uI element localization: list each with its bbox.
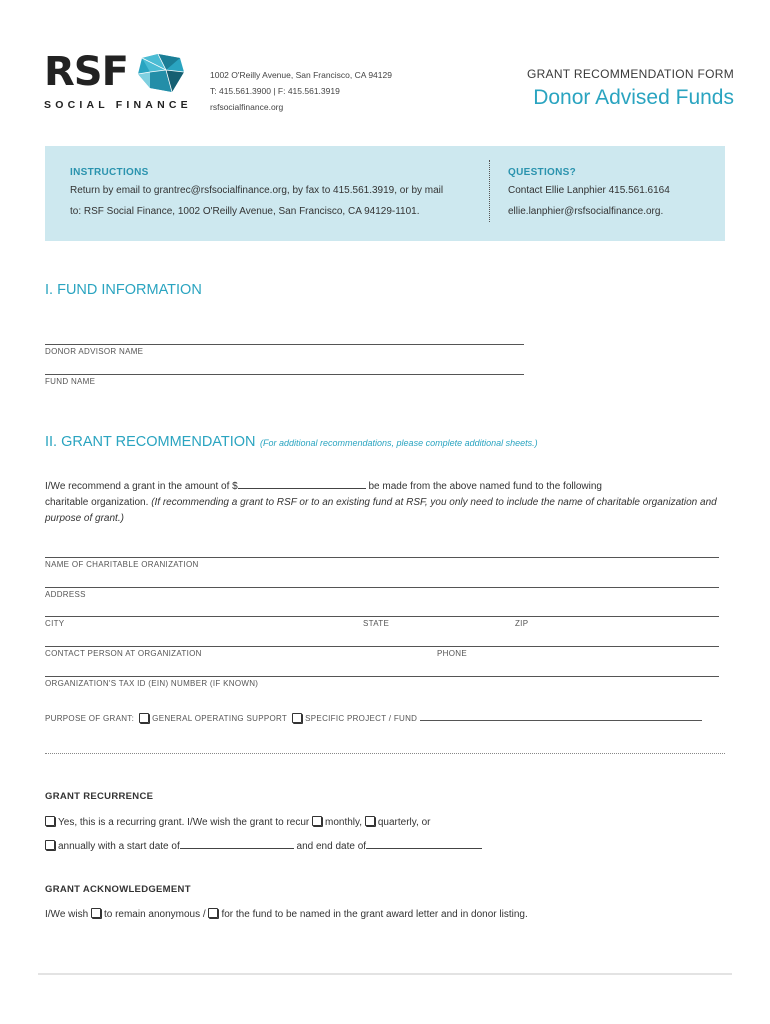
anonymous-label: to remain anonymous / <box>103 909 206 920</box>
tax-id-label: ORGANIZATION'S TAX ID (EIN) NUMBER (IF KNOWN) <box>45 679 259 688</box>
general-support-label: GENERAL OPERATING SUPPORT <box>152 714 288 724</box>
start-date-field[interactable] <box>180 838 294 849</box>
instructions-line-1: Return by email to grantrec@rsfsocialfinance.org, by fax to 415.561.3919, or by mail <box>70 185 444 196</box>
annually-checkbox[interactable] <box>45 840 55 850</box>
grant-rec-note: (For additional recommendations, please complete additional sheets.) <box>259 438 538 448</box>
specific-project-checkbox[interactable] <box>292 713 302 723</box>
monthly-label: monthly, <box>325 817 363 828</box>
grant-org-text: charitable organization. <box>45 497 152 508</box>
quarterly-checkbox[interactable] <box>365 816 375 826</box>
grant-amount-text-2: be made from the above named fund to the following <box>365 481 602 492</box>
grant-amount-field[interactable] <box>238 478 366 489</box>
named-checkbox[interactable] <box>208 908 218 918</box>
acknowledgement-heading: GRANT ACKNOWLEDGEMENT <box>45 884 191 895</box>
general-support-checkbox[interactable] <box>139 713 149 723</box>
grant-rec-paragraph <box>45 478 725 527</box>
contact-phone-field[interactable] <box>45 646 719 647</box>
org-name-field[interactable] <box>45 557 719 558</box>
fund-name-label: FUND NAME <box>45 377 96 386</box>
annually-label: annually with a start date of <box>58 841 180 852</box>
grant-amount-text: I/We recommend a grant in the amount of $ <box>45 481 238 492</box>
anonymous-checkbox[interactable] <box>91 908 101 918</box>
questions-email[interactable]: ellie.lanphier@rsfsocialfinance.org. <box>508 206 664 217</box>
grant-italic-note: (If recommending a grant to RSF or to an existing fund at RSF, you only need to include the name of charitable organization and purpose of grant.) <box>45 497 717 524</box>
recurrence-heading: GRANT RECURRENCE <box>45 791 154 802</box>
city-state-zip-field[interactable] <box>45 616 719 617</box>
specific-project-field[interactable] <box>420 714 702 721</box>
donor-advisor-label: DONOR ADVISOR NAME <box>45 347 144 356</box>
acknowledgement-line <box>45 907 528 923</box>
website-link[interactable]: rsfsocialfinance.org <box>210 102 284 112</box>
recurring-yes-checkbox[interactable] <box>45 816 55 826</box>
end-date-field[interactable] <box>366 838 482 849</box>
form-label: GRANT RECOMMENDATION FORM <box>526 67 734 81</box>
monthly-checkbox[interactable] <box>312 816 322 826</box>
zip-label: ZIP <box>515 619 529 628</box>
recurring-yes-label: Yes, this is a recurring grant. I/We wish the grant to recur <box>58 817 310 828</box>
purpose-row <box>45 713 725 725</box>
fund-name-field[interactable] <box>45 374 524 375</box>
ack-prefix: I/We wish <box>45 909 89 920</box>
end-date-label: and end date of <box>296 841 367 852</box>
logo-rsf: RSF <box>44 49 128 95</box>
footer-rule <box>38 973 732 975</box>
purpose-label: PURPOSE OF GRANT: <box>45 714 135 724</box>
rsf-logo-icon <box>136 52 186 96</box>
org-name-label: NAME OF CHARITABLE ORANIZATION <box>45 560 199 569</box>
phone-label: PHONE <box>437 649 467 658</box>
contact-label: CONTACT PERSON AT ORGANIZATION <box>45 649 202 658</box>
grant-rec-heading: II. GRANT RECOMMENDATION <box>45 434 256 450</box>
specific-project-label: SPECIFIC PROJECT / FUND <box>305 714 418 724</box>
recurrence-line-1 <box>45 815 430 831</box>
city-label: CITY <box>45 619 65 628</box>
grant-rec-header <box>45 433 538 451</box>
phone-fax-line: T: 415.561.3900 | F: 415.561.3919 <box>210 86 340 96</box>
questions-contact: Contact Ellie Lanphier 415.561.6164 <box>508 185 670 196</box>
instructions-heading: INSTRUCTIONS <box>70 167 149 178</box>
instructions-divider <box>489 160 490 222</box>
questions-heading: QUESTIONS? <box>508 167 577 178</box>
logo-subtitle: SOCIAL FINANCE <box>44 99 192 111</box>
section-divider <box>45 753 725 754</box>
recurrence-line-2 <box>45 838 482 855</box>
address-field[interactable] <box>45 587 719 588</box>
quarterly-label: quarterly, or <box>377 817 431 828</box>
tax-id-field[interactable] <box>45 676 719 677</box>
form-title: Donor Advised Funds <box>533 86 734 109</box>
fund-info-heading: I. FUND INFORMATION <box>45 282 202 298</box>
donor-advisor-field[interactable] <box>45 344 524 345</box>
named-label: for the fund to be named in the grant award letter and in donor listing. <box>221 909 528 920</box>
address-line: 1002 O'Reilly Avenue, San Francisco, CA 94129 <box>210 70 392 80</box>
state-label: STATE <box>363 619 390 628</box>
instructions-line-2: to: RSF Social Finance, 1002 O'Reilly Avenue, San Francisco, CA 94129-1101. <box>70 206 420 217</box>
address-label: ADDRESS <box>45 590 86 599</box>
